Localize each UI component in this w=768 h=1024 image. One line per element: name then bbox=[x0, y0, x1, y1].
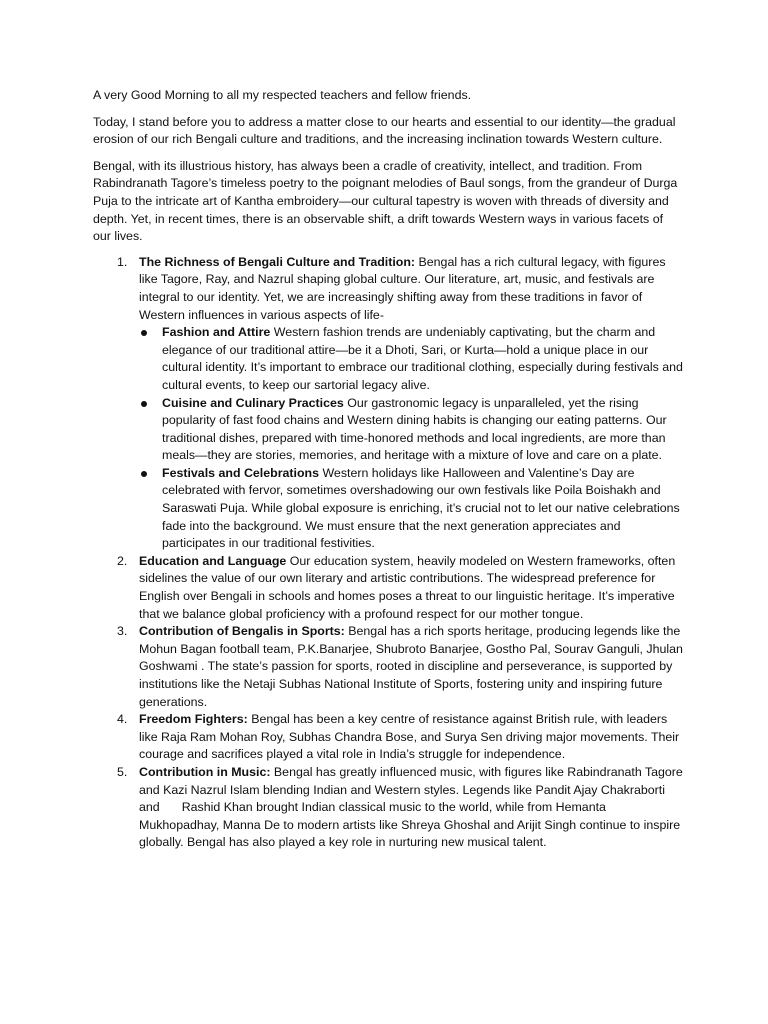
point-title: The Richness of Bengali Culture and Tradition: bbox=[139, 254, 416, 269]
document-page bbox=[93, 87, 683, 852]
point-title: Contribution of Bengalis in Sports: bbox=[139, 624, 345, 639]
point-text: Bengal has a rich sports heritage, producing legends like the Mohun Bagan football team, P.K.Banarjee, Shubroto Banarjee, Gostho Pal, Sourav Ganguli, Jhulan Goshwami . The state’s passion for sports, rooted in discipline and perseverance, is supported by institutions like the Netaji Subhas National Institute of Sports, fostering unity and inspiring future generations. bbox=[139, 624, 683, 709]
bullet-icon bbox=[141, 401, 147, 407]
list-number: 1. bbox=[117, 254, 128, 269]
subpoint-text: Our gastronomic legacy is unparalleled, yet the rising popularity of fast food chains and Western dining habits is changing our eating patterns. Our traditional dishes, prepared with time-honored methods and local ingredients, are more than meals—they are stories, memories, and heritage with a mixture of love and care on a plate. bbox=[162, 395, 667, 463]
bullet-item bbox=[162, 324, 683, 394]
list-item bbox=[117, 764, 683, 852]
context-paragraph: Bengal, with its illustrious history, has always been a cradle of creativity, intellect, and tradition. From Rabindranath Tagore’s timeless poetry to the poignant melodies of Baul songs, from the grandeur of Durga Puja to the intricate art of Kantha embroidery—our cultural tapestry is woven with threads of diversity and depth. Yet, in recent times, there is an observable shift, a drift towards Western ways in various facets of our lives. bbox=[93, 158, 678, 244]
subpoint-title: Fashion and Attire bbox=[162, 325, 271, 340]
list-item bbox=[117, 254, 683, 553]
subpoint-title: Cuisine and Culinary Practices bbox=[162, 395, 344, 410]
point-text: Bengal has a rich cultural legacy, with figures like Tagore, Ray, and Nazrul shaping global culture. Our literature, art, music, and festivals are integral to our identity. Yet, we are increasingly shifting away from these traditions in favor of Western influences in various aspects of life- bbox=[139, 254, 666, 322]
greeting-paragraph: A very Good Morning to all my respected teachers and fellow friends. bbox=[93, 88, 472, 102]
list-number: 5. bbox=[117, 764, 128, 779]
list-item bbox=[117, 553, 683, 623]
point-title: Education and Language bbox=[139, 553, 287, 568]
subpoint-title: Festivals and Celebrations bbox=[162, 465, 320, 480]
point-title: Freedom Fighters: bbox=[139, 712, 248, 727]
point-text: Our education system, heavily modeled on Western frameworks, often sidelines the value of our own literary and artistic contributions. The widespread preference for English over Bengali in schools and homes poses a threat to our linguistic heritage. It’s imperative that we balance global proficiency with a profound respect for our mother tongue. bbox=[139, 553, 676, 621]
list-number: 4. bbox=[117, 712, 128, 727]
point-text: Bengal has greatly influenced music, with figures like Rabindranath Tagore and Kazi Nazrul Islam blending Indian and Western styles. Legends like Pandit Ajay Chakraborti and bbox=[139, 764, 683, 815]
bullet-icon bbox=[141, 471, 147, 477]
list-number: 2. bbox=[117, 553, 128, 568]
point-text: Bengal has been a key centre of resistance against British rule, with leaders like Raja Ram Mohan Roy, Subhas Chandra Bose, and Surya Sen driving major movements. Their courage and sacrifices played a vital role in India’s struggle for independence. bbox=[139, 712, 680, 762]
bullet-icon bbox=[141, 330, 147, 336]
bullet-item bbox=[162, 465, 683, 553]
list-number: 3. bbox=[117, 624, 128, 639]
point-title: Contribution in Music: bbox=[139, 764, 271, 779]
bullet-list bbox=[139, 324, 683, 553]
intro-paragraph: Today, I stand before you to address a matter close to our hearts and essential to our identity—the gradual erosion of our rich Bengali culture and traditions, and the increasing inclination towards Western culture. bbox=[93, 114, 676, 147]
list-item bbox=[117, 711, 683, 764]
bullet-item bbox=[162, 395, 683, 465]
point-text-continued: Rashid Khan brought Indian classical music to the world, while from Hemanta Mukhopadhay, Manna De to modern artists like Shreya Ghoshal and Arijit Singh continue to inspire globally. Bengal has also played a key role in nurturing new musical talent. bbox=[139, 800, 681, 850]
subpoint-text: Western holidays like Halloween and Valentine’s Day are celebrated with fervor, sometimes overshadowing our own festivals like Poila Boishakh and Saraswati Puja. While global exposure is enriching, it’s crucial not to let our native celebrations fade into the background. We must ensure that the next generation appreciates and participates in our traditional festivities. bbox=[162, 465, 680, 551]
list-item bbox=[117, 623, 683, 711]
numbered-list bbox=[93, 254, 683, 852]
subpoint-text: Western fashion trends are undeniably captivating, but the charm and elegance of our traditional attire—be it a Dhoti, Sari, or Kurta—hold a unique place in our cultural identity. It’s important to embrace our traditional clothing, especially during festivals and cultural events, to keep our sartorial legacy alive. bbox=[162, 325, 683, 392]
